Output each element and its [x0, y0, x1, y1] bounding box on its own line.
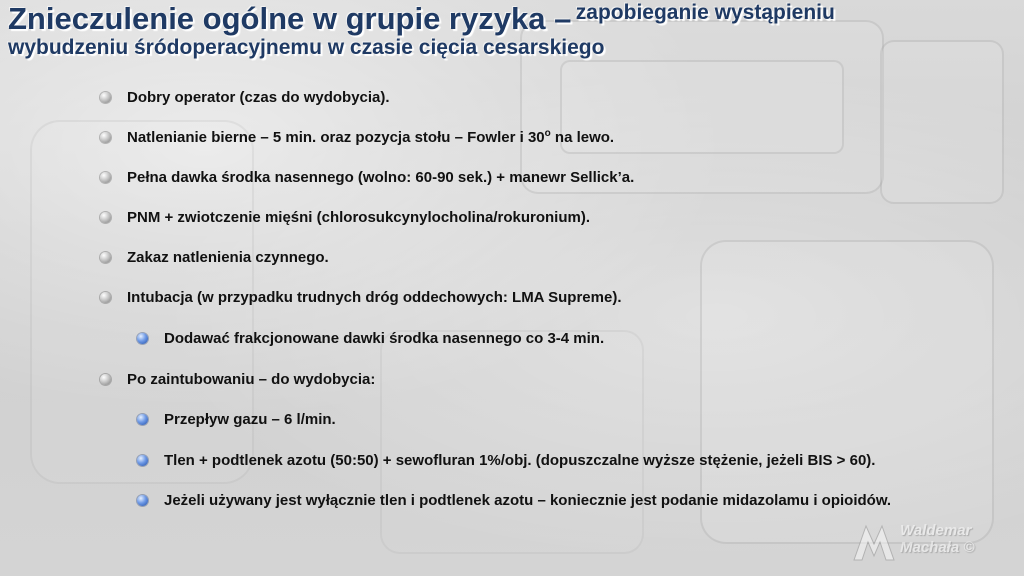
- slide-title: [8, 2, 1018, 57]
- bullet-dot-icon: [100, 132, 111, 143]
- bullet-text: Jeżeli używany jest wyłącznie tlen i podtlenek azotu – koniecznie jest podanie midazolamu i opioidów.: [164, 492, 892, 509]
- bullet-text: Zakaz natlenienia czynnego.: [127, 249, 329, 266]
- bullet-text: Dobry operator (czas do wydobycia).: [127, 89, 390, 106]
- bullet-text: Intubacja (w przypadku trudnych dróg oddechowych: LMA Supreme).: [127, 289, 622, 306]
- bullet-item: [127, 128, 614, 148]
- background-equipment-shape: [380, 330, 644, 554]
- bullet-text: PNM + zwiotczenie mięśni (chlorosukcynylocholina/rokuronium).: [127, 209, 591, 226]
- bullet-dot-icon: [100, 212, 111, 223]
- bullet-text: Tlen + podtlenek azotu (50:50) + sewofluran 1%/obj. (dopuszczalne wyższe stężenie, jeżeli BIS > 60).: [164, 452, 876, 469]
- bullet-dot-icon: [100, 374, 111, 385]
- sub-bullet-dot-icon: [137, 414, 148, 425]
- bullet-dot-icon: [100, 292, 111, 303]
- bullet-text-end: na lewo.: [550, 129, 615, 146]
- sub-bullet-item: [164, 329, 604, 349]
- title-main: Znieczulenie ogólne w grupie ryzyka –: [8, 1, 572, 36]
- bullet-dot-icon: [100, 172, 111, 183]
- author-logo: [852, 518, 1012, 566]
- logo-surname-line: Machała ©: [900, 539, 975, 556]
- sub-bullet-item: [164, 410, 336, 430]
- background-equipment-shape: [880, 40, 1004, 204]
- bullet-item: [127, 208, 590, 228]
- title-line-2: wybudzeniu śródoperacyjnemu w czasie cięcia cesarskiego: [8, 36, 605, 59]
- sub-bullet-dot-icon: [137, 455, 148, 466]
- bullet-item: [127, 248, 329, 268]
- bullet-item: [127, 288, 621, 308]
- bullet-item: [127, 168, 634, 188]
- logo-name-line: Waldemar: [900, 522, 972, 539]
- sub-bullet-dot-icon: [137, 333, 148, 344]
- title-subtitle: zapobieganie wystąpieniu: [575, 1, 835, 24]
- bullet-text: Przepływ gazu – 6 l/min.: [164, 411, 336, 428]
- logo-text: [900, 522, 974, 556]
- bullet-text: Pełna dawka środka nasennego (wolno: 60-90 sek.) + manewr Sellick’a.: [127, 169, 635, 186]
- sub-bullet-item: [164, 491, 891, 511]
- bullet-item: [127, 88, 390, 108]
- bullet-item: [127, 370, 375, 390]
- sub-bullet-dot-icon: [137, 495, 148, 506]
- bullet-dot-icon: [100, 92, 111, 103]
- bullet-text: Po zaintubowaniu – do wydobycia:: [127, 371, 376, 388]
- bullet-text: Natlenianie bierne – 5 min. oraz pozycja stołu – Fowler i 30: [127, 129, 545, 146]
- logo-mark-icon: [852, 522, 896, 562]
- bullet-dot-icon: [100, 252, 111, 263]
- sub-bullet-item: [164, 451, 875, 471]
- bullet-text: Dodawać frakcjonowane dawki środka nasennego co 3-4 min.: [164, 330, 605, 347]
- degree-superscript: o: [544, 128, 551, 139]
